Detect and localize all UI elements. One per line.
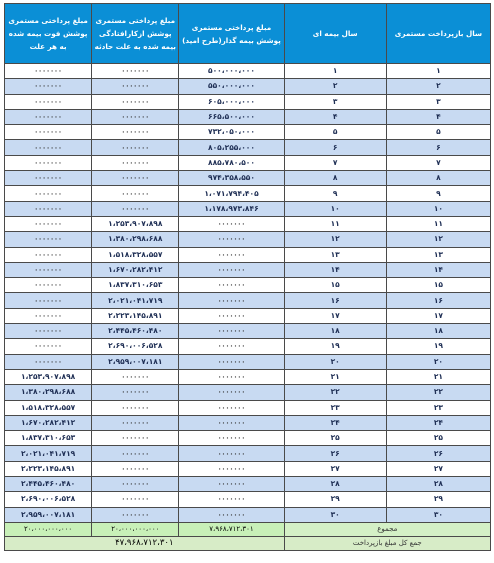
cell-death-amount: ۲،۹۵۹،۰۰۷،۱۸۱ [5, 507, 92, 522]
cell-death-amount: ۱،۲۵۳،۹۰۷،۸۹۸ [5, 369, 92, 384]
table-row [5, 140, 491, 155]
cell-payment-year: ۱۶ [386, 293, 490, 308]
cell-policy-year: ۵ [284, 125, 386, 140]
cell-disability-amount: ۰۰۰۰۰۰۰ [92, 369, 179, 384]
cell-payment-year: ۲۵ [386, 431, 490, 446]
cell-disability-amount: ۱،۵۱۸،۳۲۸،۵۵۷ [92, 247, 179, 262]
table-row [5, 308, 491, 323]
cell-pension-amount: ۱،۱۷۸،۹۷۳،۸۴۶ [179, 201, 284, 216]
cell-pension-amount: ۰۰۰۰۰۰۰ [179, 262, 284, 277]
cell-death-amount: ۰۰۰۰۰۰۰ [5, 140, 92, 155]
cell-disability-amount: ۰۰۰۰۰۰۰ [92, 507, 179, 522]
cell-disability-amount: ۰۰۰۰۰۰۰ [92, 400, 179, 415]
table-row [5, 461, 491, 476]
table-row [5, 446, 491, 461]
cell-death-amount: ۱،۳۸۰،۲۹۸،۶۸۸ [5, 385, 92, 400]
table-header-row [5, 4, 491, 64]
table-row [5, 507, 491, 522]
cell-payment-year: ۱۱ [386, 216, 490, 231]
cell-payment-year: ۲۲ [386, 385, 490, 400]
cell-pension-amount: ۵۵۰،۰۰۰،۰۰۰ [179, 79, 284, 94]
cell-pension-amount: ۰۰۰۰۰۰۰ [179, 216, 284, 231]
cell-policy-year: ۱۶ [284, 293, 386, 308]
cell-payment-year: ۱ [386, 64, 490, 79]
cell-death-amount: ۰۰۰۰۰۰۰ [5, 79, 92, 94]
cell-policy-year: ۲۳ [284, 400, 386, 415]
cell-disability-amount: ۱،۲۵۳،۹۰۷،۸۹۸ [92, 216, 179, 231]
cell-disability-amount: ۰۰۰۰۰۰۰ [92, 492, 179, 507]
cell-pension-amount: ۰۰۰۰۰۰۰ [179, 293, 284, 308]
table-row [5, 64, 491, 79]
cell-policy-year: ۲۴ [284, 415, 386, 430]
cell-pension-amount: ۰۰۰۰۰۰۰ [179, 354, 284, 369]
table-row [5, 201, 491, 216]
cell-payment-year: ۲۰ [386, 354, 490, 369]
cell-policy-year: ۴ [284, 109, 386, 124]
cell-policy-year: ۱۱ [284, 216, 386, 231]
cell-payment-year: ۱۴ [386, 262, 490, 277]
cell-policy-year: ۱۳ [284, 247, 386, 262]
cell-policy-year: ۲۶ [284, 446, 386, 461]
total-row [5, 536, 491, 550]
table-row [5, 216, 491, 231]
header-pension-amount: مبلغ پرداختی مستمری پوشش بیمه گذار(طرح امید) [179, 4, 284, 64]
cell-disability-amount: ۰۰۰۰۰۰۰ [92, 109, 179, 124]
cell-death-amount: ۰۰۰۰۰۰۰ [5, 109, 92, 124]
header-payment-year: سال بازپرداخت مستمری [386, 4, 490, 64]
cell-policy-year: ۸ [284, 171, 386, 186]
cell-payment-year: ۳ [386, 94, 490, 109]
table-row [5, 293, 491, 308]
table-row [5, 339, 491, 354]
cell-disability-amount: ۰۰۰۰۰۰۰ [92, 385, 179, 400]
cell-disability-amount: ۰۰۰۰۰۰۰ [92, 201, 179, 216]
cell-policy-year: ۲۹ [284, 492, 386, 507]
header-death-amount: مبلغ پرداختی مستمری پوشش فوت بیمه شده به هر علت [5, 4, 92, 64]
cell-policy-year: ۳ [284, 94, 386, 109]
cell-payment-year: ۱۷ [386, 308, 490, 323]
cell-policy-year: ۲۵ [284, 431, 386, 446]
cell-disability-amount: ۰۰۰۰۰۰۰ [92, 431, 179, 446]
cell-death-amount: ۱،۸۳۷،۳۱۰،۶۵۳ [5, 431, 92, 446]
cell-death-amount: ۰۰۰۰۰۰۰ [5, 64, 92, 79]
cell-payment-year: ۱۹ [386, 339, 490, 354]
cell-death-amount: ۲،۴۴۵،۴۶۰،۴۸۰ [5, 477, 92, 492]
cell-disability-amount: ۰۰۰۰۰۰۰ [92, 186, 179, 201]
cell-payment-year: ۳۰ [386, 507, 490, 522]
cell-disability-amount: ۱،۳۸۰،۲۹۸،۶۸۸ [92, 232, 179, 247]
table-row [5, 400, 491, 415]
cell-pension-amount: ۰۰۰۰۰۰۰ [179, 308, 284, 323]
cell-disability-amount: ۲،۶۹۰،۰۰۶،۵۲۸ [92, 339, 179, 354]
cell-pension-amount: ۸۸۵،۷۸۰،۵۰۰ [179, 155, 284, 170]
cell-payment-year: ۱۲ [386, 232, 490, 247]
cell-disability-amount: ۰۰۰۰۰۰۰ [92, 79, 179, 94]
cell-pension-amount: ۰۰۰۰۰۰۰ [179, 339, 284, 354]
sum-disability: ۲۰،۰۰۰،۰۰۰،۰۰۰ [92, 522, 179, 536]
table-row [5, 354, 491, 369]
cell-death-amount: ۰۰۰۰۰۰۰ [5, 232, 92, 247]
cell-disability-amount: ۰۰۰۰۰۰۰ [92, 64, 179, 79]
cell-disability-amount: ۲،۴۴۵،۴۶۰،۴۸۰ [92, 324, 179, 339]
cell-disability-amount: ۰۰۰۰۰۰۰ [92, 94, 179, 109]
cell-payment-year: ۲۳ [386, 400, 490, 415]
cell-disability-amount: ۱،۸۳۷،۳۱۰،۶۵۳ [92, 278, 179, 293]
cell-pension-amount: ۰۰۰۰۰۰۰ [179, 492, 284, 507]
cell-policy-year: ۲۲ [284, 385, 386, 400]
cell-death-amount: ۰۰۰۰۰۰۰ [5, 354, 92, 369]
cell-payment-year: ۲۹ [386, 492, 490, 507]
sum-label: مجموع [284, 522, 490, 536]
cell-death-amount: ۰۰۰۰۰۰۰ [5, 262, 92, 277]
cell-disability-amount: ۰۰۰۰۰۰۰ [92, 125, 179, 140]
cell-death-amount: ۰۰۰۰۰۰۰ [5, 339, 92, 354]
cell-policy-year: ۹ [284, 186, 386, 201]
cell-policy-year: ۲۱ [284, 369, 386, 384]
table-row [5, 186, 491, 201]
cell-policy-year: ۱۴ [284, 262, 386, 277]
table-row [5, 79, 491, 94]
cell-disability-amount: ۰۰۰۰۰۰۰ [92, 155, 179, 170]
cell-pension-amount: ۸۰۵،۲۵۵،۰۰۰ [179, 140, 284, 155]
table-row [5, 477, 491, 492]
table-row [5, 94, 491, 109]
cell-pension-amount: ۰۰۰۰۰۰۰ [179, 477, 284, 492]
cell-disability-amount: ۲،۰۲۱،۰۴۱،۷۱۹ [92, 293, 179, 308]
cell-death-amount: ۲،۶۹۰،۰۰۶،۵۲۸ [5, 492, 92, 507]
cell-payment-year: ۹ [386, 186, 490, 201]
cell-policy-year: ۶ [284, 140, 386, 155]
cell-pension-amount: ۰۰۰۰۰۰۰ [179, 461, 284, 476]
table-row [5, 369, 491, 384]
cell-disability-amount: ۰۰۰۰۰۰۰ [92, 140, 179, 155]
table-row [5, 385, 491, 400]
table-row [5, 171, 491, 186]
table-row [5, 155, 491, 170]
cell-death-amount: ۰۰۰۰۰۰۰ [5, 186, 92, 201]
cell-policy-year: ۳۰ [284, 507, 386, 522]
cell-disability-amount: ۰۰۰۰۰۰۰ [92, 461, 179, 476]
pension-table-wrapper [4, 3, 491, 551]
cell-death-amount: ۰۰۰۰۰۰۰ [5, 125, 92, 140]
cell-death-amount: ۰۰۰۰۰۰۰ [5, 171, 92, 186]
cell-payment-year: ۲۶ [386, 446, 490, 461]
cell-policy-year: ۲۰ [284, 354, 386, 369]
cell-death-amount: ۰۰۰۰۰۰۰ [5, 94, 92, 109]
cell-death-amount: ۰۰۰۰۰۰۰ [5, 293, 92, 308]
cell-policy-year: ۲ [284, 79, 386, 94]
table-row [5, 125, 491, 140]
total-value: ۴۷،۹۶۸،۷۱۲،۳۰۱ [5, 536, 285, 550]
cell-payment-year: ۸ [386, 171, 490, 186]
cell-pension-amount: ۰۰۰۰۰۰۰ [179, 324, 284, 339]
cell-death-amount: ۰۰۰۰۰۰۰ [5, 308, 92, 323]
cell-payment-year: ۴ [386, 109, 490, 124]
cell-death-amount: ۰۰۰۰۰۰۰ [5, 216, 92, 231]
cell-death-amount: ۱،۵۱۸،۳۲۸،۵۵۷ [5, 400, 92, 415]
cell-pension-amount: ۹۷۴،۳۵۸،۵۵۰ [179, 171, 284, 186]
cell-death-amount: ۰۰۰۰۰۰۰ [5, 155, 92, 170]
cell-pension-amount: ۰۰۰۰۰۰۰ [179, 232, 284, 247]
table-row [5, 492, 491, 507]
cell-pension-amount: ۵۰۰،۰۰۰،۰۰۰ [179, 64, 284, 79]
cell-policy-year: ۱۸ [284, 324, 386, 339]
table-row [5, 278, 491, 293]
table-row [5, 324, 491, 339]
cell-pension-amount: ۰۰۰۰۰۰۰ [179, 507, 284, 522]
cell-payment-year: ۲۸ [386, 477, 490, 492]
cell-payment-year: ۱۸ [386, 324, 490, 339]
cell-payment-year: ۲۷ [386, 461, 490, 476]
cell-policy-year: ۱۷ [284, 308, 386, 323]
cell-disability-amount: ۲،۲۲۳،۱۴۵،۸۹۱ [92, 308, 179, 323]
cell-policy-year: ۲۸ [284, 477, 386, 492]
table-row [5, 415, 491, 430]
header-policy-year: سال بیمه ای [284, 4, 386, 64]
cell-death-amount: ۰۰۰۰۰۰۰ [5, 247, 92, 262]
cell-payment-year: ۷ [386, 155, 490, 170]
cell-disability-amount: ۰۰۰۰۰۰۰ [92, 477, 179, 492]
cell-payment-year: ۱۰ [386, 201, 490, 216]
pension-payment-table [4, 3, 491, 551]
sum-death: ۲۰،۰۰۰،۰۰۰،۰۰۰ [5, 522, 92, 536]
cell-death-amount: ۲،۲۲۳،۱۴۵،۸۹۱ [5, 461, 92, 476]
cell-payment-year: ۲ [386, 79, 490, 94]
cell-disability-amount: ۰۰۰۰۰۰۰ [92, 446, 179, 461]
table-row [5, 247, 491, 262]
cell-pension-amount: ۱،۰۷۱،۷۹۴،۴۰۵ [179, 186, 284, 201]
cell-payment-year: ۶ [386, 140, 490, 155]
table-body [5, 64, 491, 523]
cell-policy-year: ۱۰ [284, 201, 386, 216]
cell-policy-year: ۱ [284, 64, 386, 79]
total-label: جمع کل مبلغ بازپرداخت [284, 536, 490, 550]
cell-payment-year: ۱۵ [386, 278, 490, 293]
cell-payment-year: ۵ [386, 125, 490, 140]
cell-payment-year: ۲۴ [386, 415, 490, 430]
cell-disability-amount: ۰۰۰۰۰۰۰ [92, 415, 179, 430]
table-row [5, 262, 491, 277]
cell-pension-amount: ۰۰۰۰۰۰۰ [179, 369, 284, 384]
cell-disability-amount: ۰۰۰۰۰۰۰ [92, 171, 179, 186]
cell-pension-amount: ۰۰۰۰۰۰۰ [179, 415, 284, 430]
cell-death-amount: ۰۰۰۰۰۰۰ [5, 278, 92, 293]
cell-pension-amount: ۰۰۰۰۰۰۰ [179, 247, 284, 262]
cell-policy-year: ۱۹ [284, 339, 386, 354]
cell-policy-year: ۱۵ [284, 278, 386, 293]
sum-row [5, 522, 491, 536]
table-row [5, 232, 491, 247]
cell-pension-amount: ۰۰۰۰۰۰۰ [179, 385, 284, 400]
cell-death-amount: ۰۰۰۰۰۰۰ [5, 201, 92, 216]
cell-disability-amount: ۱،۶۷۰،۲۸۲،۴۱۲ [92, 262, 179, 277]
cell-policy-year: ۱۲ [284, 232, 386, 247]
header-disability-amount: مبلغ پرداختی مستمری پوشش ازکارافتادگی بیمه شده به علت حادثه [92, 4, 179, 64]
table-row [5, 109, 491, 124]
cell-death-amount: ۰۰۰۰۰۰۰ [5, 324, 92, 339]
cell-pension-amount: ۰۰۰۰۰۰۰ [179, 431, 284, 446]
cell-pension-amount: ۰۰۰۰۰۰۰ [179, 446, 284, 461]
cell-policy-year: ۲۷ [284, 461, 386, 476]
cell-payment-year: ۲۱ [386, 369, 490, 384]
cell-disability-amount: ۲،۹۵۹،۰۰۷،۱۸۱ [92, 354, 179, 369]
table-row [5, 431, 491, 446]
cell-pension-amount: ۶۰۵،۰۰۰،۰۰۰ [179, 94, 284, 109]
cell-pension-amount: ۰۰۰۰۰۰۰ [179, 278, 284, 293]
cell-pension-amount: ۶۶۵،۵۰۰،۰۰۰ [179, 109, 284, 124]
cell-pension-amount: ۷۳۲،۰۵۰،۰۰۰ [179, 125, 284, 140]
cell-death-amount: ۲،۰۲۱،۰۴۱،۷۱۹ [5, 446, 92, 461]
cell-payment-year: ۱۳ [386, 247, 490, 262]
cell-death-amount: ۱،۶۷۰،۲۸۲،۴۱۲ [5, 415, 92, 430]
cell-pension-amount: ۰۰۰۰۰۰۰ [179, 400, 284, 415]
sum-pension: ۷،۹۶۸،۷۱۲،۳۰۱ [179, 522, 284, 536]
cell-policy-year: ۷ [284, 155, 386, 170]
